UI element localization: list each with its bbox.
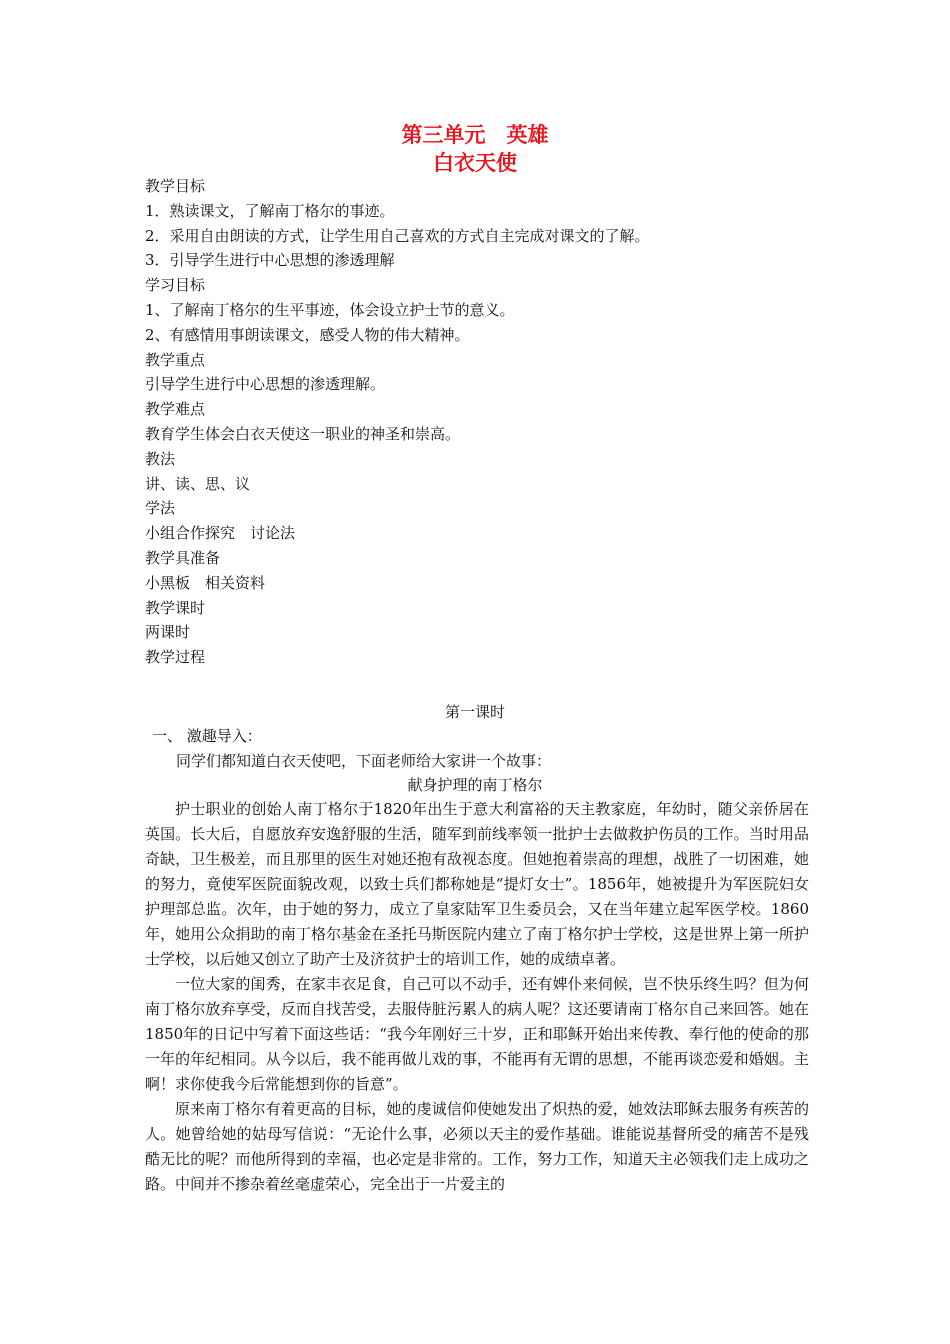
- outline-line: 两课时: [145, 623, 191, 642]
- outline-line: 教学目标: [145, 177, 206, 195]
- outline-line: 学法: [145, 499, 176, 518]
- outline-line: 3．引导学生进行中心思想的渗透理解: [145, 251, 395, 270]
- outline-line: 学习目标: [145, 276, 206, 295]
- story-paragraph: 一位大家的闺秀，在家丰衣足食，自己可以不动手，还有婢仆来伺候，岂不快乐终生吗？但为何南丁格尔放弃享受，反而自找苦受，去服侍脏污累人的病人呢？这还要请南丁格尔自己来回答。她在1850年的日记中写着下面这些话：“我今年刚好三十岁，正和耶稣开始出来传教、奉行他的使命的那一年的年纪相同。从今以后，我不能再做儿戏的事，不能再有无谓的思想，不能再谈恋爱和婚姻。主啊！求你使我今后常能想到你的旨意”。: [145, 975, 809, 1093]
- step-heading: 一、 激趣导入：: [152, 727, 262, 745]
- section-heading: 第一课时: [444, 703, 505, 721]
- outline-line: 教学重点: [145, 350, 206, 369]
- story-paragraph: 原来南丁格尔有着更高的目标，她的虔诚信仰使她发出了炽热的爱，她效法耶稣去服务有疾苦的人。她曾给她的姑母写信说：“无论什么事，必须以天主的爱作基础。谁能说基督所受的痛苦不是残酷无比的呢？而他所得到的幸福，也必定是非常的。工作，努力工作，知道天主必领我们走上成功之路。中间并不掺杂着丝毫虚荣心，完全出于一片爱主的: [145, 1100, 809, 1193]
- story-paragraph: 护士职业的创始人南丁格尔于1820年出生于意大利富裕的天主教家庭，年幼时，随父亲侨居在英国。长大后，自愿放弃安逸舒服的生活，随军到前线率领一批护士去做救护伤员的工作。当时用品奇缺，卫生极差，而且那里的医生对她还抱有敌视态度。但她抱着崇高的理想，战胜了一切困难，她的努力，竟使军医院面貌改观，以致士兵们都称她是“提灯女士”。1856年，她被提升为军医院妇女护理部总监。次年，由于她的努力，成立了皇家陆军卫生委员会，又在当年建立起军医学校。1860年，她用公众捐助的南丁格尔基金在圣托马斯医院内建立了南丁格尔护士学校，这是世界上第一所护士学校，以后她又创立了助产士及济贫护士的培训工作，她的成绩卓著。: [145, 800, 809, 968]
- lesson-title: 白衣天使: [433, 151, 517, 175]
- outline-line: 教学难点: [145, 400, 206, 419]
- outline-line: 教学过程: [145, 648, 206, 667]
- outline-line: 引导学生进行中心思想的渗透理解。: [145, 375, 386, 394]
- outline-line: 教法: [145, 449, 176, 468]
- outline-line: 教育学生体会白衣天使这一职业的神圣和崇高。: [145, 424, 461, 443]
- outline-line: 小黑板 相关资料: [145, 573, 266, 592]
- outline-line: 教学具准备: [145, 548, 221, 567]
- outline-line: 1．熟读课文，了解南丁格尔的事迹。: [145, 201, 395, 220]
- outline-line: 教学课时: [145, 598, 206, 617]
- story-body: [145, 797, 809, 1197]
- intro-line: 同学们都知道白衣天使吧，下面老师给大家讲一个故事：: [176, 752, 552, 770]
- outline-line: 2．采用自由朗读的方式，让学生用自己喜欢的方式自主完成对课文的了解。: [145, 226, 650, 245]
- unit-title: 第三单元 英雄: [401, 123, 549, 147]
- story-title: 献身护理的南丁格尔: [407, 776, 543, 794]
- outline-line: 小组合作探究 讨论法: [145, 524, 296, 543]
- outline-line: 1、了解南丁格尔的生平事迹，体会设立护士节的意义。: [145, 300, 515, 319]
- outline-line: 2、有感情用事朗读课文，感受人物的伟大精神。: [145, 325, 470, 344]
- outline-line: 讲、读、思、议: [145, 474, 251, 493]
- lesson-outline: [145, 174, 815, 670]
